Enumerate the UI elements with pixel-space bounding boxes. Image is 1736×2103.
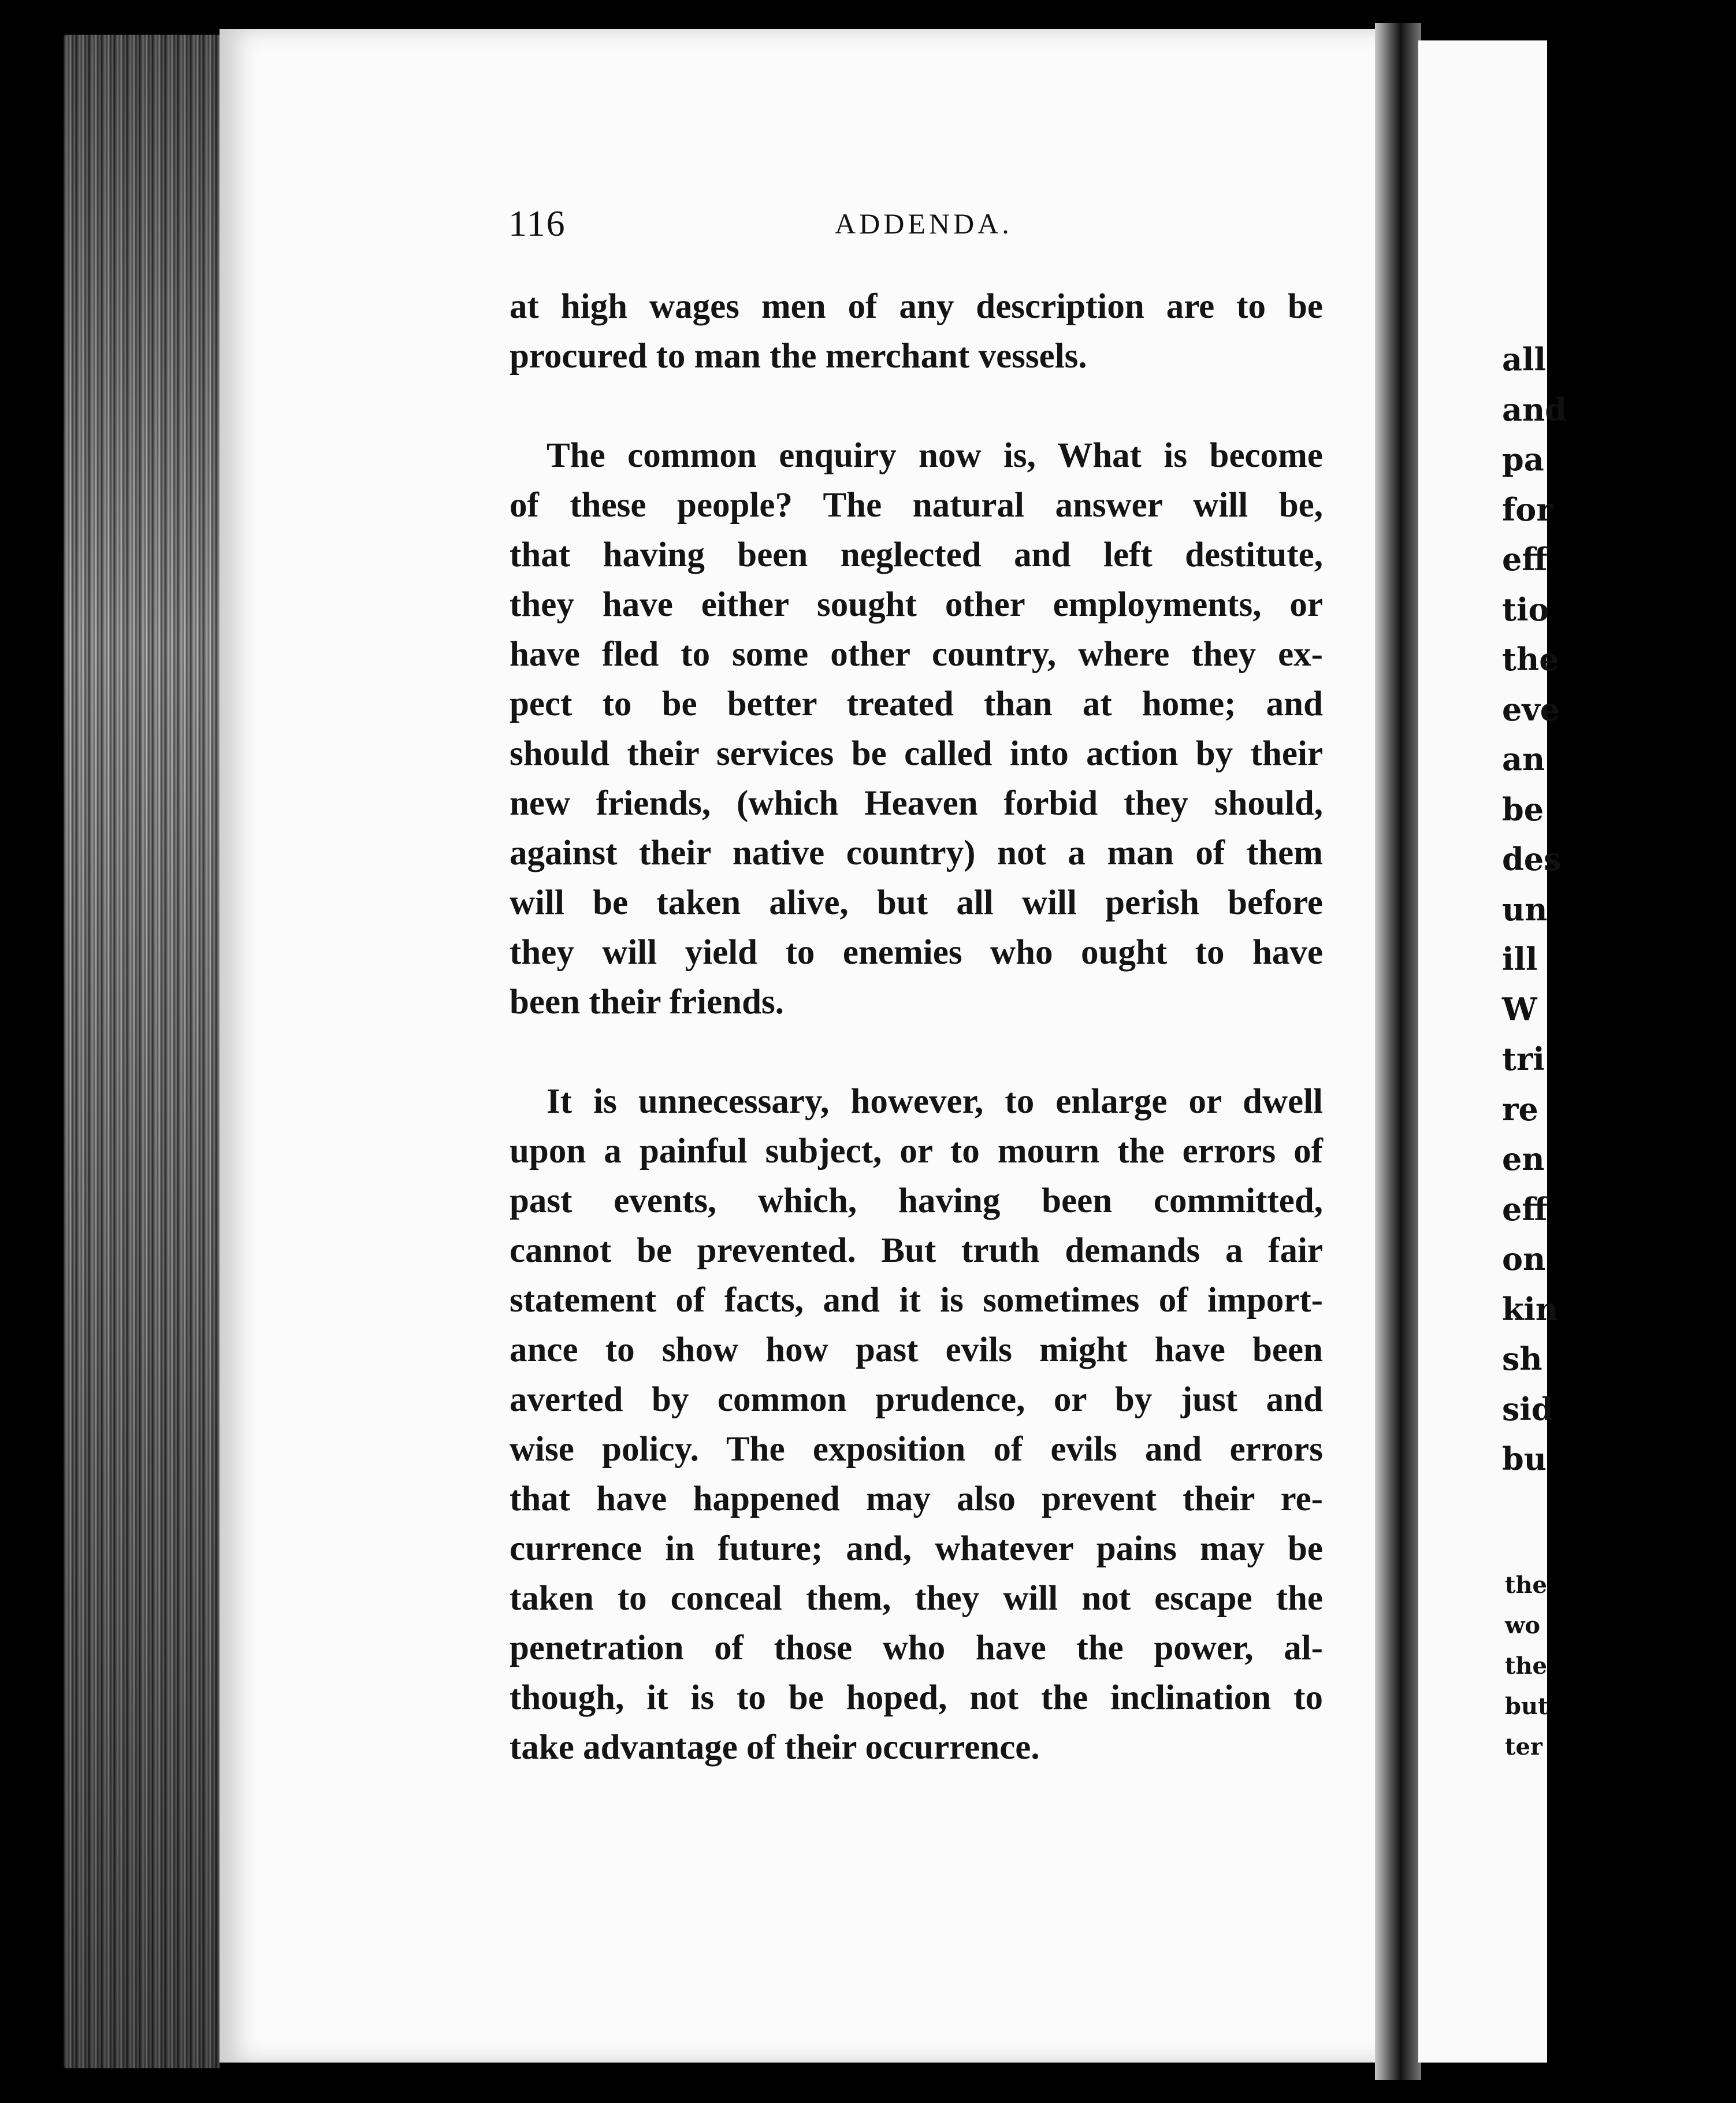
facing-text-fragment: eve [1502, 690, 1560, 728]
facing-text-fragment: eff [1502, 1190, 1548, 1228]
facing-note-fragment: but [1505, 1693, 1549, 1720]
text-line: pect to be better treated than at home; and [510, 685, 1323, 723]
facing-text-fragment: tri [1502, 1041, 1545, 1077]
text-line: past events, which, having been committed, [510, 1181, 1323, 1220]
text-line: that have happened may also prevent their re- [510, 1480, 1323, 1518]
facing-text-fragment: and [1502, 391, 1567, 428]
paragraph [510, 431, 1323, 1027]
facing-text-fragment: bu [1502, 1440, 1547, 1477]
page-number: 116 [508, 203, 566, 244]
page-header [508, 202, 1317, 248]
facing-page [1418, 40, 1567, 2063]
paragraph [510, 1077, 1323, 1773]
facing-text-fragment: tio [1502, 590, 1549, 628]
text-line: that having been neglected and left destitute, [510, 536, 1323, 574]
facing-text-fragment: for [1502, 491, 1553, 528]
facing-text-fragment: re [1502, 1090, 1538, 1128]
text-line: statement of facts, and it is sometimes of import- [510, 1281, 1323, 1320]
facing-note-fragment: the [1505, 1571, 1548, 1599]
facing-text-fragment: an [1502, 741, 1545, 778]
running-head: ADDENDA. [835, 207, 1013, 240]
text-line: currence in future; and, whatever pains may be [510, 1529, 1323, 1568]
facing-note-fragment: the [1505, 1652, 1548, 1680]
text-line: take advantage of their occurrence. [510, 1728, 1040, 1767]
text-line: taken to conceal them, they will not escape the [510, 1579, 1323, 1618]
text-line: of these people? The natural answer will be, [510, 486, 1323, 525]
facing-text-fragment: on [1502, 1240, 1546, 1277]
text-line: have fled to some other country, where they ex- [510, 635, 1323, 674]
text-line: at high wages men of any description are to be [510, 287, 1323, 326]
text-line: upon a painful subject, or to mourn the errors of [510, 1132, 1323, 1171]
facing-text-fragment: un [1502, 890, 1548, 928]
text-line: they have either sought other employments, or [510, 585, 1323, 624]
text-line: averted by common prudence, or by just and [510, 1380, 1323, 1419]
paragraph [510, 282, 1323, 381]
facing-text-fragment: kin [1502, 1290, 1559, 1328]
text-line: cannot be prevented. But truth demands a fair [510, 1231, 1323, 1270]
text-line: they will yield to enemies who ought to have [510, 933, 1323, 972]
text-line: though, it is to be hoped, not the inclination to [510, 1678, 1323, 1717]
facing-text-fragment: pa [1502, 441, 1544, 478]
text-line: should their services be called into action by their [510, 734, 1323, 773]
facing-text-fragment: ill [1502, 941, 1538, 978]
facing-text-fragment: be [1502, 790, 1544, 828]
facing-note-fragment: wo [1505, 1612, 1541, 1639]
facing-text-fragment: sh [1502, 1340, 1542, 1377]
text-line: The common enquiry now is, What is become [547, 436, 1323, 475]
facing-text-fragment: W [1502, 990, 1537, 1028]
body-text [510, 282, 1323, 1773]
text-line: wise policy. The exposition of evils and errors [510, 1430, 1323, 1469]
facing-text-fragment: eff [1502, 541, 1548, 578]
text-line: procured to man the merchant vessels. [510, 337, 1087, 376]
book-spine [1375, 23, 1421, 2080]
facing-text-fragment: all [1502, 341, 1547, 378]
paragraph-gap [510, 381, 1323, 431]
paragraph-gap [510, 1027, 1323, 1077]
facing-note-fragment: ter [1505, 1733, 1542, 1760]
text-line: been their friends. [510, 983, 784, 1021]
text-line: ance to show how past evils might have been [510, 1331, 1323, 1369]
text-line: penetration of those who have the power, al- [510, 1629, 1323, 1667]
text-line: It is unnecessary, however, to enlarge or dwell [547, 1082, 1323, 1121]
facing-text-fragment: sid [1502, 1390, 1553, 1428]
facing-text-fragment: en [1502, 1140, 1545, 1177]
text-line: new friends, (which Heaven forbid they should, [510, 784, 1323, 823]
facing-text-fragment: the [1502, 641, 1559, 678]
text-line: will be taken alive, but all will perish before [510, 883, 1323, 922]
facing-text-fragment: des [1502, 841, 1562, 878]
text-line: against their native country) not a man of them [510, 834, 1323, 872]
page-edges [64, 35, 220, 2068]
